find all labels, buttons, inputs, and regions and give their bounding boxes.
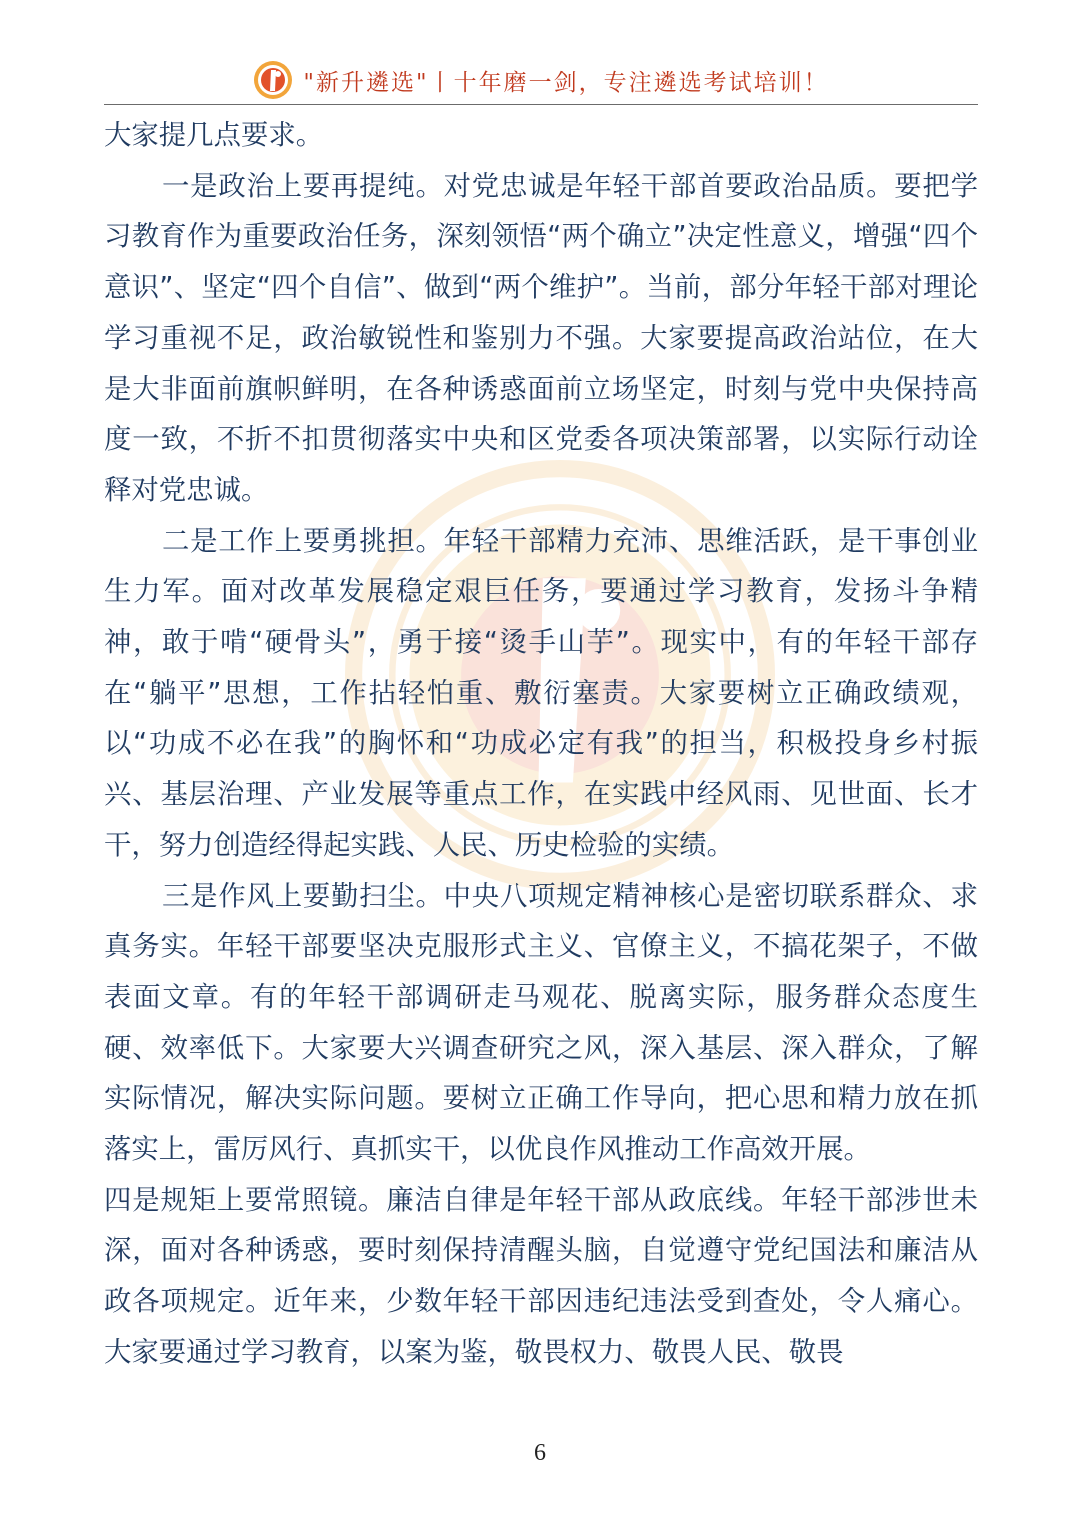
page-header — [104, 56, 978, 105]
paragraph-politics: 一是政治上要再提纯。对党忠诚是年轻干部首要政治品质。要把学习教育作为重要政治任务，深刻领悟“两个确立”决定性意义，增强“四个意识”、坚定“四个自信”、做到“两个维护”。当前，部分年轻干部对理论学习重视不足，政治敏锐性和鉴别力不强。大家要提高政治站位，在大是大非面前旗帜鲜明，在各种诱惑面前立场坚定，时刻与党中央保持高度一致，不折不扣贯彻落实中央和区党委各项决策部署，以实际行动诠释对党忠诚。 — [104, 170, 978, 506]
document-body — [104, 111, 978, 1379]
paragraph-work: 二是工作上要勇挑担。年轻干部精力充沛、思维活跃，是干事创业生力军。面对改革发展稳定艰巨任务，要通过学习教育，发扬斗争精神，敢于啃“硬骨头”，勇于接“烫手山芋”。现实中，有的年轻干部存在“躺平”思想，工作拈轻怕重、敷衍塞责。大家要树立正确政绩观，以“功成不必在我”的胸怀和“功成必定有我”的担当，积极投身乡村振兴、基层治理、产业发展等重点工作，在实践中经风雨、见世面、长才干，努力创造经得起实践、人民、历史检验的实绩。 — [104, 525, 978, 861]
page-number: 6 — [534, 1440, 546, 1466]
paragraph-style: 三是作风上要勤扫尘。中央八项规定精神核心是密切联系群众、求真务实。年轻干部要坚决克服形式主义、官僚主义，不搞花架子，不做表面文章。有的年轻干部调研走马观花、脱离实际，服务群众态度生硬、效率低下。大家要大兴调查研究之风，深入基层、深入群众，了解实际情况，解决实际问题。要树立正确工作导向，把心思和精力放在抓落实上，雷厉风行、真抓实干，以优良作风推动工作高效开展。 — [104, 880, 978, 1166]
header-slogan: "新升遴选"丨十年磨一剑，专注遴选考试培训！ — [303, 69, 829, 96]
paragraph-rules: 四是规矩上要常照镜。廉洁自律是年轻干部从政底线。年轻干部涉世未深，面对各种诱惑，要时刻保持清醒头脑，自觉遵守党纪国法和廉洁从政各项规定。近年来，少数年轻干部因违纪违法受到查处，令人痛心。大家要通过学习教育，以案为鉴，敬畏权力、敬畏人民、敬畏 — [104, 1184, 978, 1368]
paragraph-intro-tail: 大家提几点要求。 — [104, 120, 324, 151]
school-seal-logo-icon — [253, 60, 293, 100]
